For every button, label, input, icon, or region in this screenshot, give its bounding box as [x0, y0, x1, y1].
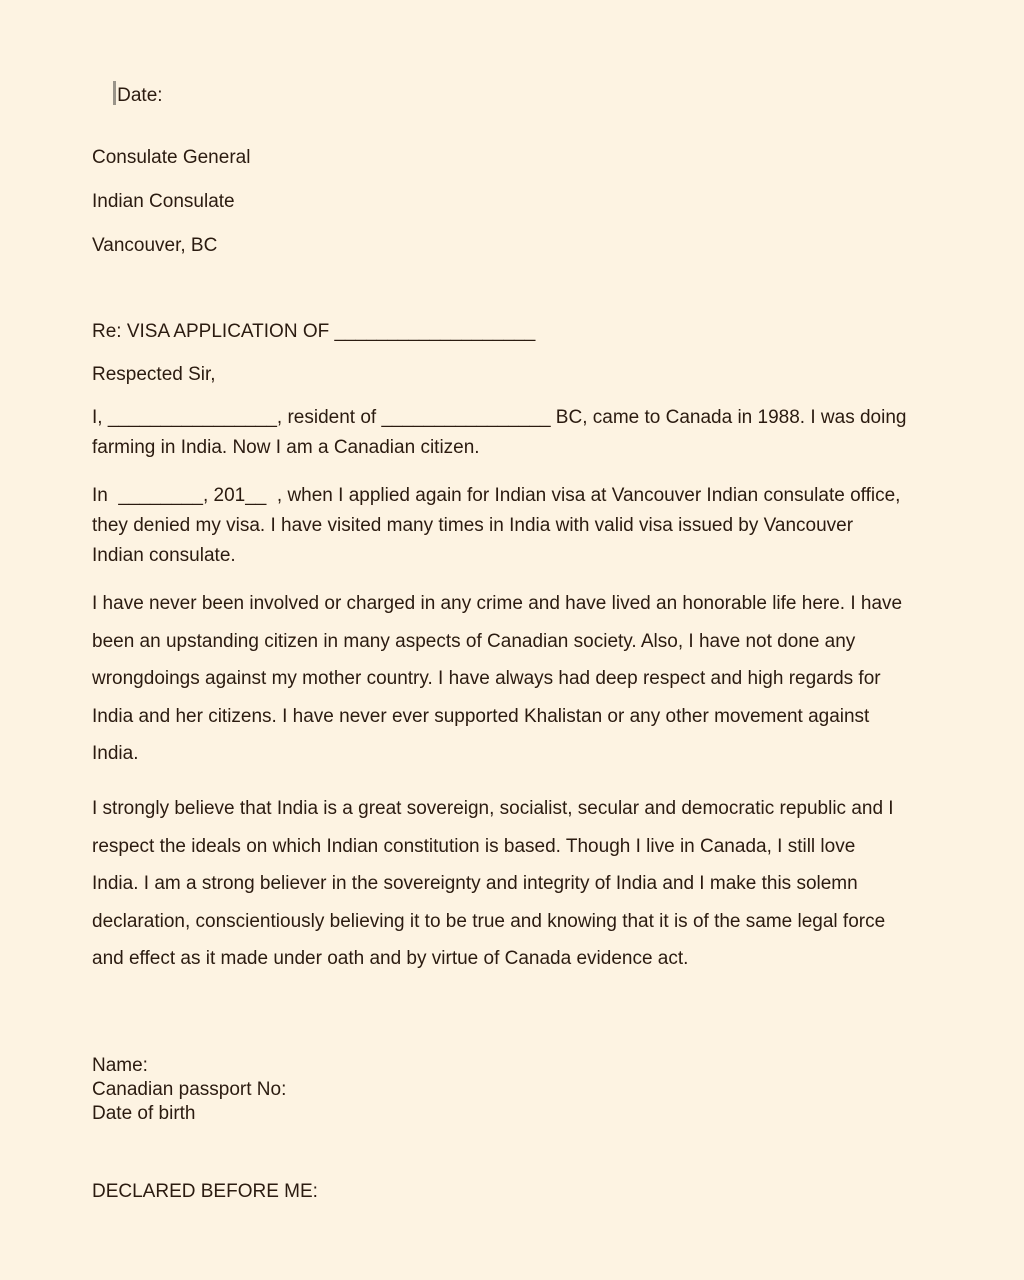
text-line: Date of birth: [92, 1103, 196, 1124]
text-line: I, ________________, resident of ________________ BC, came to Canada in 1988. I was doing: [92, 407, 907, 428]
text-line: Name:: [92, 1055, 148, 1076]
paragraph-visa-denied: [92, 481, 924, 571]
recipient-line-consulate-general: Consulate General: [92, 147, 251, 168]
recipient-line-indian-consulate: Indian Consulate: [92, 191, 235, 212]
text-line: they denied my visa. I have visited many times in India with valid visa issued by Vancouver: [92, 515, 854, 536]
text-line: been an upstanding citizen in many aspects of Canadian society. Also, I have not done any: [92, 630, 856, 652]
salutation: Respected Sir,: [92, 364, 216, 385]
text-line: India. I am a strong believer in the sovereignty and integrity of India and I make this solemn: [92, 873, 858, 894]
text-line: wrongdoings against my mother country. I have always had deep respect and high regards for: [92, 668, 881, 689]
text-line: and effect as it made under oath and by virtue of Canada evidence act.: [92, 948, 689, 969]
text-line: declaration, conscientiously believing it to be true and knowing that it is of the same legal force: [92, 910, 886, 932]
declared-before-me-line: DECLARED BEFORE ME:: [92, 1181, 318, 1202]
date-line: [92, 55, 924, 135]
text-line: Canadian passport No:: [92, 1079, 287, 1100]
recipient-line-vancouver-bc: Vancouver, BC: [92, 235, 218, 256]
paragraph-good-citizen: [92, 585, 924, 773]
signature-block: [92, 1054, 924, 1126]
text-line: I have never been involved or charged in any crime and have lived an honorable life here. I have: [92, 593, 903, 614]
text-line: India.: [92, 743, 139, 764]
paragraph-declaration: [92, 790, 924, 978]
text-line: respect the ideals on which Indian constitution is based. Though I live in Canada, I still love: [92, 835, 856, 857]
text-line: India and her citizens. I have never ever supported Khalistan or any other movement against: [92, 705, 870, 727]
paragraph-intro: [92, 403, 924, 463]
text-line: I strongly believe that India is a great sovereign, socialist, secular and democratic republic and I: [92, 798, 894, 819]
text-cursor: [113, 81, 116, 105]
text-line: farming in India. Now I am a Canadian citizen.: [92, 437, 480, 458]
date-label: Date:: [117, 85, 163, 106]
text-line: In ________, 201__ , when I applied again for Indian visa at Vancouver Indian consulate office,: [92, 485, 901, 506]
text-line: Indian consulate.: [92, 545, 236, 566]
subject-line: Re: VISA APPLICATION OF ___________________: [92, 321, 536, 342]
